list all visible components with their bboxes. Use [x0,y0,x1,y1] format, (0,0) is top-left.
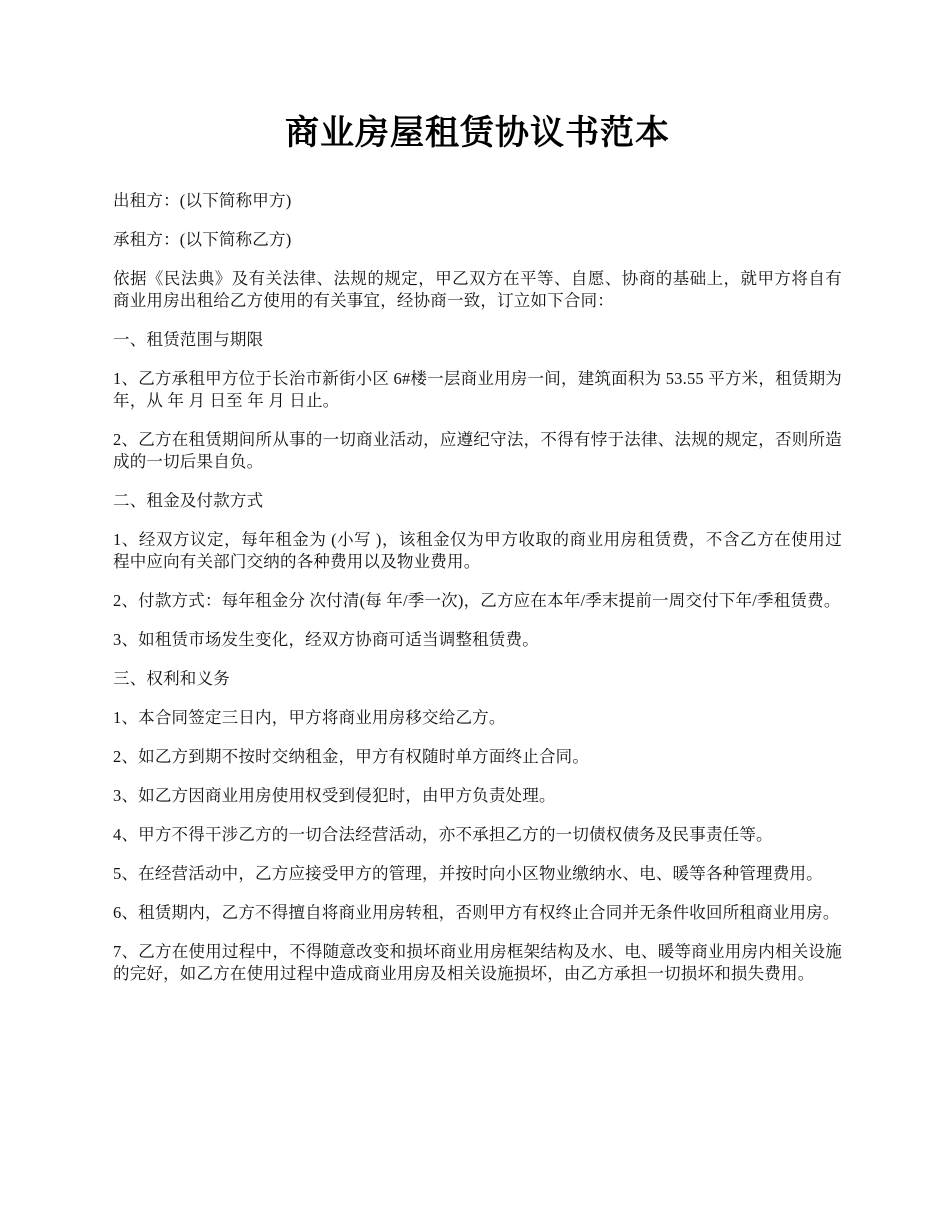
document-title: 商业房屋租赁协议书范本 [285,113,670,153]
clause-1-1: 1、乙方承租甲方位于长治市新街小区 6#楼一层商业用房一间，建筑面积为 53.55 平方米，租赁期为 年，从 年 月 日至 年 月 日止。 [113,369,842,410]
preamble-paragraph: 依据《民法典》及有关法律、法规的规定，甲乙双方在平等、自愿、协商的基础上，就甲方将自有商业用房出租给乙方使用的有关事宜，经协商一致，订立如下合同： [113,269,842,310]
clause-2-2: 2、付款方式：每年租金分 次付清(每 年/季一次)，乙方应在本年/季末提前一周交付下年/季租赁费。 [113,591,841,610]
section-heading-rights-obligations: 三、权利和义务 [113,669,230,688]
clause-3-7: 7、乙方在使用过程中，不得随意改变和损坏商业用房框架结构及水、电、暖等商业用房内相关设施的完好，如乙方在使用过程中造成商业用房及相关设施损坏，由乙方承担一切损坏和损失费用。 [113,942,842,983]
clause-2-1: 1、经双方议定，每年租金为 (小写 )，该租金仅为甲方收取的商业用房租赁费，不含乙方在使用过程中应向有关部门交纳的各种费用以及物业费用。 [113,530,842,571]
clause-3-6: 6、租赁期内，乙方不得擅自将商业用房转租，否则甲方有权终止合同并无条件收回所租商业用房。 [113,903,840,922]
clause-3-4: 4、甲方不得干涉乙方的一切合法经营活动，亦不承担乙方的一切债权债务及民事责任等。 [113,825,773,844]
section-heading-scope-term: 一、租赁范围与期限 [113,330,264,349]
section-heading-rent-payment: 二、租金及付款方式 [113,491,264,510]
lessor-line: 出租方：(以下简称甲方) [113,191,292,210]
clause-1-2: 2、乙方在租赁期间所从事的一切商业活动，应遵纪守法，不得有悖于法律、法规的规定，否则所造成的一切后果自负。 [113,430,842,471]
lessee-line: 承租方：(以下简称乙方) [113,230,292,249]
clause-3-5: 5、在经营活动中，乙方应接受甲方的管理，并按时向小区物业缴纳水、电、暖等各种管理费用。 [113,864,823,883]
clause-3-2: 2、如乙方到期不按时交纳租金，甲方有权随时单方面终止合同。 [113,747,590,766]
clause-3-3: 3、如乙方因商业用房使用权受到侵犯时，由甲方负责处理。 [113,786,556,805]
clause-2-3: 3、如租赁市场发生变化，经双方协商可适当调整租赁费。 [113,630,539,649]
clause-3-1: 1、本合同签定三日内，甲方将商业用房移交给乙方。 [113,708,506,727]
